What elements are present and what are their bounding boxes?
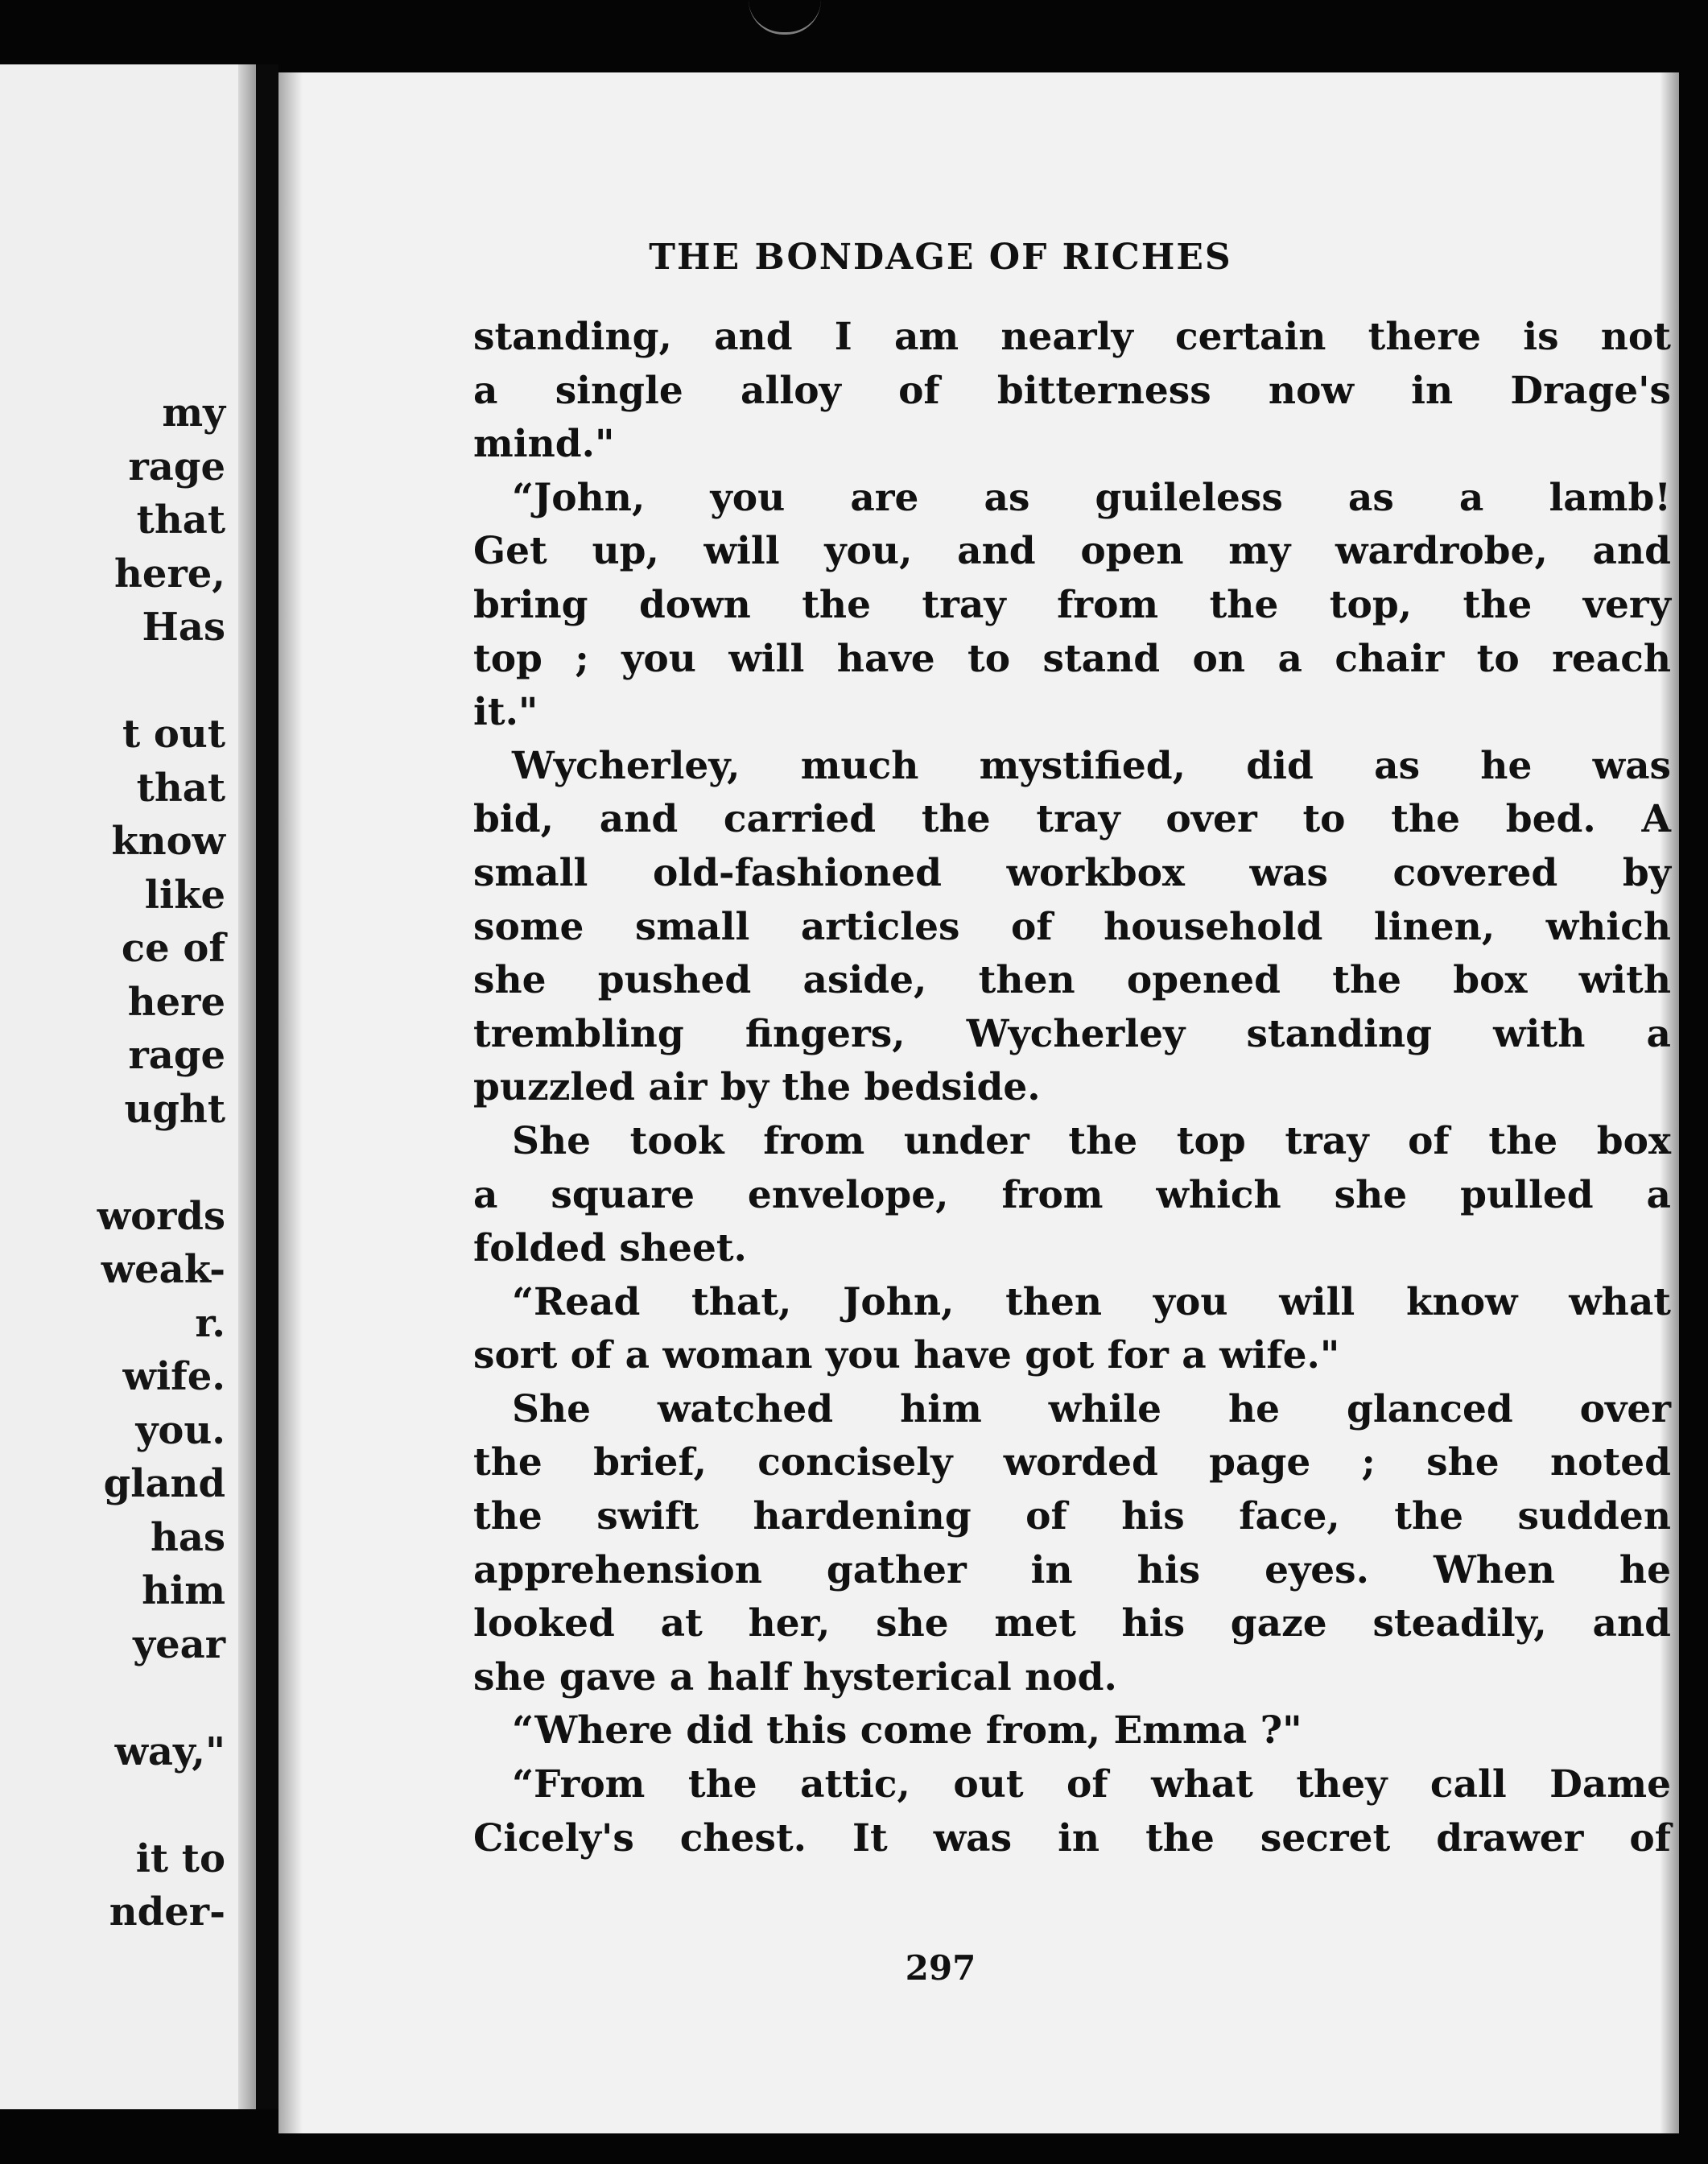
left-line: that bbox=[136, 765, 225, 811]
text-line: apprehension gather in his eyes. When he bbox=[473, 1547, 1671, 1592]
right-page bbox=[278, 72, 1679, 2133]
left-line: here bbox=[127, 979, 225, 1025]
text-line: folded sheet. bbox=[473, 1226, 747, 1271]
left-line: weak- bbox=[101, 1247, 225, 1292]
left-line: Has bbox=[142, 605, 225, 650]
left-line: it to bbox=[135, 1836, 225, 1881]
book-spine bbox=[256, 64, 278, 2109]
left-line: ce of bbox=[121, 926, 225, 971]
left-line: that bbox=[136, 498, 225, 543]
text-line: it." bbox=[473, 690, 538, 735]
text-line: the brief, concisely worded page ; she noted bbox=[473, 1440, 1671, 1485]
left-line: my bbox=[162, 390, 225, 436]
text-line: bring down the tray from the top, the very bbox=[473, 582, 1671, 627]
text-line: She took from under the top tray of the box bbox=[512, 1118, 1671, 1163]
left-line: know bbox=[111, 819, 225, 864]
text-line: some small articles of household linen, which bbox=[473, 904, 1671, 949]
text-line: the swift hardening of his face, the sudden bbox=[473, 1494, 1671, 1539]
left-line: r. bbox=[195, 1300, 225, 1346]
page-number: 297 bbox=[905, 1948, 976, 1988]
text-line: “Where did this come from, Emma ?" bbox=[512, 1708, 1302, 1753]
text-line: mind." bbox=[473, 422, 615, 467]
running-head: THE BONDAGE OF RICHES bbox=[649, 237, 1232, 278]
left-line: wife. bbox=[122, 1354, 225, 1399]
left-line: you. bbox=[135, 1407, 225, 1453]
text-line: small old-fashioned workbox was covered by bbox=[473, 850, 1671, 895]
text-line: sort of a woman you have got for a wife." bbox=[473, 1333, 1340, 1378]
left-line bbox=[0, 1136, 225, 1190]
left-line: like bbox=[144, 872, 225, 918]
binding-mark bbox=[749, 0, 821, 35]
left-line: gland bbox=[103, 1461, 225, 1506]
left-line: words bbox=[97, 1193, 225, 1239]
left-line: year bbox=[133, 1621, 225, 1667]
text-line: a square envelope, from which she pulled a bbox=[473, 1172, 1671, 1217]
text-line: standing, and I am nearly certain there is not bbox=[473, 315, 1671, 359]
text-line: trembling fingers, Wycherley standing with a bbox=[473, 1011, 1671, 1056]
left-page bbox=[0, 64, 256, 2109]
left-line: here, bbox=[114, 551, 225, 597]
text-line: bid, and carried the tray over to the bed. A bbox=[473, 797, 1671, 842]
left-gutter-shadow bbox=[238, 64, 256, 2109]
text-line: “From the attic, out of what they call Dame bbox=[512, 1762, 1671, 1807]
left-line: rage bbox=[128, 444, 225, 489]
left-line: t out bbox=[122, 712, 225, 757]
text-line: Cicely's chest. It was in the secret drawer of bbox=[473, 1815, 1671, 1860]
left-line: nder- bbox=[109, 1889, 225, 1935]
left-page-text bbox=[0, 386, 225, 1939]
left-line: ught bbox=[124, 1086, 225, 1132]
text-line: “Read that, John, then you will know what bbox=[512, 1279, 1671, 1324]
right-gutter-shadow bbox=[278, 72, 303, 2133]
left-line bbox=[0, 655, 225, 708]
text-line: She watched him while he glanced over bbox=[512, 1386, 1671, 1431]
text-line: she gave a half hysterical nod. bbox=[473, 1654, 1117, 1699]
text-line: “John, you are as guileless as a lamb! bbox=[512, 475, 1671, 520]
text-line: Wycherley, much mystified, did as he was bbox=[512, 743, 1671, 788]
left-line bbox=[0, 1671, 225, 1725]
left-line: way," bbox=[114, 1728, 225, 1774]
text-line: Get up, will you, and open my wardrobe, and bbox=[473, 529, 1671, 574]
text-line: top ; you will have to stand on a chair to reach bbox=[473, 636, 1671, 681]
left-line bbox=[0, 1778, 225, 1832]
text-line: looked at her, she met his gaze steadily, and bbox=[473, 1601, 1671, 1646]
left-line: him bbox=[142, 1568, 225, 1613]
body-text bbox=[473, 311, 1671, 1865]
text-line: puzzled air by the bedside. bbox=[473, 1065, 1041, 1110]
text-line: she pushed aside, then opened the box with bbox=[473, 958, 1671, 1003]
left-line: has bbox=[150, 1514, 225, 1560]
text-line: a single alloy of bitterness now in Drage's bbox=[473, 368, 1671, 413]
left-line: rage bbox=[128, 1033, 225, 1078]
